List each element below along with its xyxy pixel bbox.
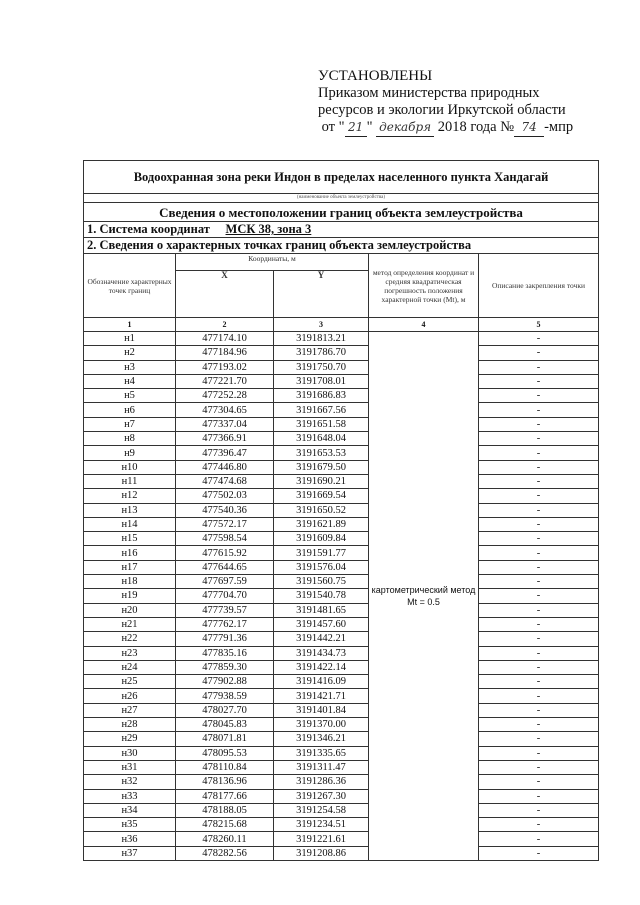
point-description: - (479, 646, 599, 660)
point-description: - (479, 346, 599, 360)
point-description: - (479, 703, 599, 717)
table-row (84, 432, 599, 446)
point-description: - (479, 474, 599, 488)
coord-y: 3191813.21 (274, 332, 369, 346)
coord-y: 3191667.56 (274, 403, 369, 417)
point-description: - (479, 603, 599, 617)
point-name: н12 (84, 489, 176, 503)
coord-y: 3191650.52 (274, 503, 369, 517)
table-row (84, 532, 599, 546)
table-row (84, 474, 599, 488)
col-number-2: 2 (176, 318, 274, 332)
coord-x: 477184.96 (176, 346, 274, 360)
point-name: н33 (84, 789, 176, 803)
coord-x: 477221.70 (176, 374, 274, 388)
point-description: - (479, 746, 599, 760)
table-row (84, 460, 599, 474)
coord-x: 477502.03 (176, 489, 274, 503)
handwritten-number: 74 (514, 119, 544, 137)
coord-x: 478282.56 (176, 846, 274, 860)
coord-x: 477697.59 (176, 575, 274, 589)
point-description: - (479, 389, 599, 403)
coord-y: 3191221.61 (274, 832, 369, 846)
coord-x: 477644.65 (176, 560, 274, 574)
header-x: X (176, 271, 274, 318)
header-y: Y (274, 271, 369, 318)
coord-y: 3191679.50 (274, 460, 369, 474)
table-row (84, 846, 599, 860)
point-name: н25 (84, 675, 176, 689)
object-caption: (наименование объекта землеустройства) (84, 194, 599, 203)
coord-x: 477598.54 (176, 532, 274, 546)
point-name: н36 (84, 832, 176, 846)
coord-y: 3191708.01 (274, 374, 369, 388)
point-name: н5 (84, 389, 176, 403)
coord-y: 3191686.83 (274, 389, 369, 403)
coord-y: 3191576.04 (274, 560, 369, 574)
coord-x: 477791.36 (176, 632, 274, 646)
point-name: н37 (84, 846, 176, 860)
point-description: - (479, 632, 599, 646)
table-row (84, 803, 599, 817)
point-description: - (479, 446, 599, 460)
coord-x: 477859.30 (176, 660, 274, 674)
table-row (84, 389, 599, 403)
point-name: н18 (84, 575, 176, 589)
coord-x: 478110.84 (176, 760, 274, 774)
table-row (84, 517, 599, 531)
table-row (84, 746, 599, 760)
point-description: - (479, 374, 599, 388)
year-text: 2018 года № (437, 119, 515, 135)
table-row (84, 346, 599, 360)
coord-x: 477193.02 (176, 360, 274, 374)
point-name: н26 (84, 689, 176, 703)
point-description: - (479, 689, 599, 703)
coord-x: 477835.16 (176, 646, 274, 660)
coord-x: 477572.17 (176, 517, 274, 531)
coord-x: 477540.36 (176, 503, 274, 517)
coord-y: 3191648.04 (274, 432, 369, 446)
coord-y: 3191457.60 (274, 617, 369, 631)
point-description: - (479, 432, 599, 446)
coord-x: 478215.68 (176, 818, 274, 832)
table-row (84, 832, 599, 846)
coord-y: 3191591.77 (274, 546, 369, 560)
point-description: - (479, 575, 599, 589)
point-description: - (479, 517, 599, 531)
coord-y: 3191442.21 (274, 632, 369, 646)
coord-y: 3191750.70 (274, 360, 369, 374)
coord-x: 477739.57 (176, 603, 274, 617)
coord-y: 3191254.58 (274, 803, 369, 817)
coord-x: 478045.83 (176, 718, 274, 732)
date-mid: " (366, 119, 373, 135)
point-description: - (479, 675, 599, 689)
point-name: н16 (84, 546, 176, 560)
table-row (84, 446, 599, 460)
table-row (84, 546, 599, 560)
point-name: н23 (84, 646, 176, 660)
header-description: Описание закрепления точки (479, 254, 599, 318)
table-row (84, 775, 599, 789)
point-name: н32 (84, 775, 176, 789)
point-name: н15 (84, 532, 176, 546)
handwritten-day: 21 (345, 119, 367, 137)
table-row (84, 760, 599, 774)
approval-heading: УСТАНОВЛЕНЫ (318, 68, 433, 84)
coord-system-value: МСК 38, зона 3 (225, 222, 312, 236)
table-row (84, 503, 599, 517)
point-name: н30 (84, 746, 176, 760)
point-name: н21 (84, 617, 176, 631)
table-row (84, 675, 599, 689)
coord-y: 3191346.21 (274, 732, 369, 746)
point-name: н35 (84, 818, 176, 832)
point-description: - (479, 489, 599, 503)
table-row (84, 403, 599, 417)
point-name: н17 (84, 560, 176, 574)
points-title: 2. Сведения о характерных точках границ объекта землеустройства (84, 238, 599, 254)
coord-y: 3191401.84 (274, 703, 369, 717)
point-name: н1 (84, 332, 176, 346)
coord-y: 3191234.51 (274, 818, 369, 832)
table-row (84, 718, 599, 732)
point-description: - (479, 460, 599, 474)
point-description: - (479, 718, 599, 732)
point-description: - (479, 818, 599, 832)
point-description: - (479, 589, 599, 603)
method-cell: картометрический метод Mt = 0.5 (369, 332, 479, 861)
col-number-1: 1 (84, 318, 176, 332)
table-row (84, 489, 599, 503)
coord-x: 477938.59 (176, 689, 274, 703)
coord-x: 477366.91 (176, 432, 274, 446)
coord-y: 3191421.71 (274, 689, 369, 703)
col-number-4: 4 (369, 318, 479, 332)
coord-y: 3191481.65 (274, 603, 369, 617)
table-row (84, 374, 599, 388)
header-point: Обозначение характерных точек границ (84, 254, 176, 318)
point-name: н22 (84, 632, 176, 646)
point-description: - (479, 503, 599, 517)
coord-x: 478136.96 (176, 775, 274, 789)
coord-x: 477304.65 (176, 403, 274, 417)
point-description: - (479, 417, 599, 431)
point-name: н11 (84, 474, 176, 488)
point-description: - (479, 560, 599, 574)
point-description: - (479, 803, 599, 817)
point-name: н24 (84, 660, 176, 674)
coord-x: 478027.70 (176, 703, 274, 717)
point-description: - (479, 403, 599, 417)
point-name: н10 (84, 460, 176, 474)
approval-block (318, 68, 573, 137)
approval-date-line (318, 119, 573, 137)
point-name: н27 (84, 703, 176, 717)
coord-x: 477762.17 (176, 617, 274, 631)
point-name: н28 (84, 718, 176, 732)
table-row (84, 360, 599, 374)
coord-y: 3191370.00 (274, 718, 369, 732)
coord-y: 3191560.75 (274, 575, 369, 589)
approval-line-2: ресурсов и экологии Иркутской области (318, 102, 566, 118)
coord-y: 3191609.84 (274, 532, 369, 546)
point-description: - (479, 775, 599, 789)
coord-y: 3191422.14 (274, 660, 369, 674)
coord-y: 3191653.53 (274, 446, 369, 460)
point-description: - (479, 789, 599, 803)
point-description: - (479, 760, 599, 774)
coord-y: 3191690.21 (274, 474, 369, 488)
point-name: н7 (84, 417, 176, 431)
point-description: - (479, 546, 599, 560)
point-description: - (479, 360, 599, 374)
table-row (84, 603, 599, 617)
point-name: н8 (84, 432, 176, 446)
coord-system-label: 1. Система координат (87, 222, 210, 236)
table-row (84, 575, 599, 589)
coord-x: 477902.88 (176, 675, 274, 689)
point-name: н14 (84, 517, 176, 531)
table-row (84, 732, 599, 746)
coord-y: 3191434.73 (274, 646, 369, 660)
header-coords: Координаты, м (176, 254, 369, 271)
coord-y: 3191416.09 (274, 675, 369, 689)
point-description: - (479, 617, 599, 631)
point-description: - (479, 332, 599, 346)
coord-y: 3191311.47 (274, 760, 369, 774)
col-number-3: 3 (274, 318, 369, 332)
table-row (84, 417, 599, 431)
coord-x: 477704.70 (176, 589, 274, 603)
point-name: н2 (84, 346, 176, 360)
point-name: н31 (84, 760, 176, 774)
table-row (84, 332, 599, 346)
table-row (84, 818, 599, 832)
section-title: Сведения о местоположении границ объекта землеустройства (84, 203, 599, 222)
point-name: н29 (84, 732, 176, 746)
coord-x: 478095.53 (176, 746, 274, 760)
coord-y: 3191286.36 (274, 775, 369, 789)
table-row (84, 560, 599, 574)
point-description: - (479, 660, 599, 674)
table-row (84, 617, 599, 631)
coord-y: 3191786.70 (274, 346, 369, 360)
coord-x: 478188.05 (176, 803, 274, 817)
table-row (84, 632, 599, 646)
table-row (84, 689, 599, 703)
handwritten-month: декабря (376, 119, 434, 137)
table-row (84, 646, 599, 660)
coord-x: 477446.80 (176, 460, 274, 474)
point-name: н19 (84, 589, 176, 603)
coord-x: 477474.68 (176, 474, 274, 488)
coord-x: 477396.47 (176, 446, 274, 460)
date-prefix: от " (321, 119, 345, 135)
point-description: - (479, 846, 599, 860)
coord-x: 477252.28 (176, 389, 274, 403)
coord-y: 3191651.58 (274, 417, 369, 431)
coord-y: 3191335.65 (274, 746, 369, 760)
order-suffix: -мпр (544, 119, 574, 135)
point-name: н13 (84, 503, 176, 517)
object-title: Водоохранная зона реки Индон в пределах населенного пункта Хандагай (84, 161, 599, 194)
table-row (84, 660, 599, 674)
point-description: - (479, 732, 599, 746)
point-name: н9 (84, 446, 176, 460)
approval-line-1: Приказом министерства природных (318, 85, 540, 101)
col-number-5: 5 (479, 318, 599, 332)
boundary-points-table (83, 160, 599, 861)
coord-y: 3191621.89 (274, 517, 369, 531)
coord-x: 477337.04 (176, 417, 274, 431)
header-method: метод определения координат и средняя квадратическая погрешность положения характерной точки (Mt), м (369, 254, 479, 318)
table-row (84, 703, 599, 717)
coord-system-row (84, 222, 599, 238)
coord-x: 477615.92 (176, 546, 274, 560)
point-name: н6 (84, 403, 176, 417)
point-name: н3 (84, 360, 176, 374)
coord-x: 477174.10 (176, 332, 274, 346)
table-row (84, 789, 599, 803)
point-name: н20 (84, 603, 176, 617)
coord-y: 3191540.78 (274, 589, 369, 603)
table-row (84, 589, 599, 603)
coord-x: 478260.11 (176, 832, 274, 846)
point-description: - (479, 532, 599, 546)
point-name: н34 (84, 803, 176, 817)
coord-y: 3191669.54 (274, 489, 369, 503)
coord-x: 478071.81 (176, 732, 274, 746)
coord-y: 3191208.86 (274, 846, 369, 860)
coord-y: 3191267.30 (274, 789, 369, 803)
coord-x: 478177.66 (176, 789, 274, 803)
point-name: н4 (84, 374, 176, 388)
point-description: - (479, 832, 599, 846)
